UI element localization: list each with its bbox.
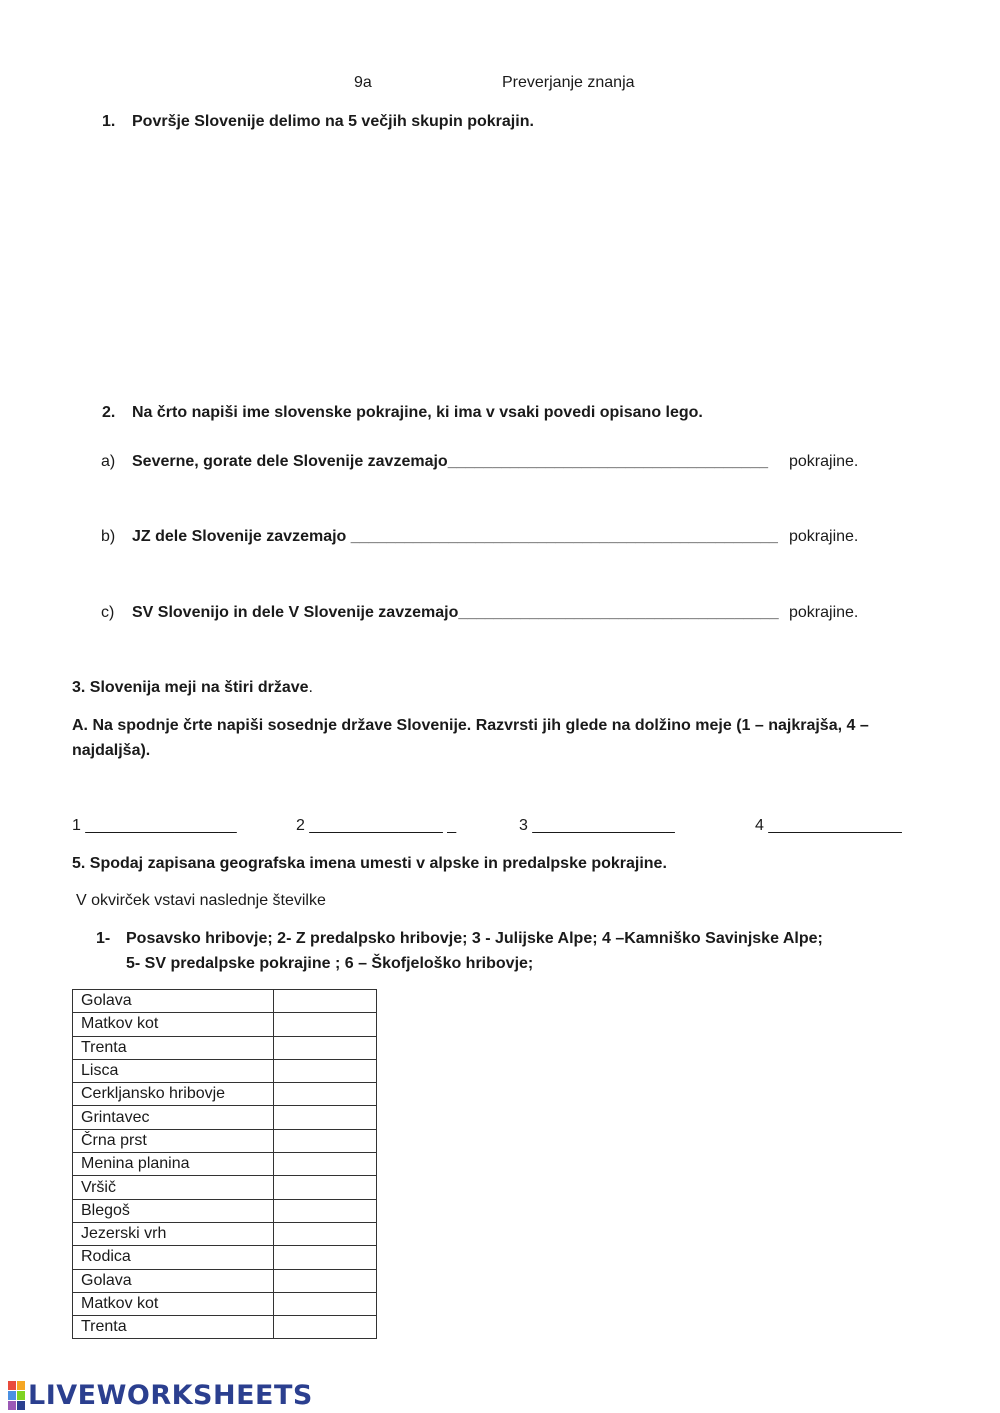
- place-name-cell: Menina planina: [73, 1153, 274, 1176]
- answer-box[interactable]: [274, 990, 377, 1013]
- table-row: [73, 1246, 377, 1269]
- names-table: [72, 989, 377, 1339]
- q2b-answer-line[interactable]: JZ dele Slovenije zavzemajo ________________________________________________: [132, 528, 778, 545]
- q2b-suffix: pokrajine.: [789, 528, 859, 545]
- table-row: [73, 1036, 377, 1059]
- answer-box[interactable]: [274, 1316, 377, 1339]
- q2a-answer-line[interactable]: Severne, gorate dele Slovenije zavzemajo____________________________________: [132, 453, 769, 470]
- country-blank-4[interactable]: 4 _______________: [755, 817, 902, 834]
- table-row: [73, 1199, 377, 1222]
- q3-heading-text: 3. Slovenija meji na štiri države: [72, 679, 309, 696]
- answer-box[interactable]: [274, 1129, 377, 1152]
- place-name-cell: Črna prst: [73, 1129, 274, 1152]
- q2b-letter: b): [101, 528, 116, 545]
- q2c-letter: c): [101, 604, 115, 621]
- place-name-cell: Matkov kot: [73, 1013, 274, 1036]
- q5-legend-line1: Posavsko hribovje; 2- Z predalpsko hribovje; 3 - Julijske Alpe; 4 –Kamniško Savinjske Alpe;: [126, 930, 823, 947]
- q5-legend-line2: 5- SV predalpske pokrajine ; 6 – Škofjeloško hribovje;: [126, 955, 534, 972]
- q2c-suffix: pokrajine.: [789, 604, 859, 621]
- liveworksheets-logo: [8, 1380, 313, 1411]
- answer-box[interactable]: [274, 1106, 377, 1129]
- place-name-cell: Rodica: [73, 1246, 274, 1269]
- q2c-answer-line[interactable]: SV Slovenijo in dele V Slovenije zavzemajo____________________________________: [132, 604, 779, 621]
- q2a-letter: a): [101, 453, 116, 470]
- table-row: [73, 1013, 377, 1036]
- answer-box[interactable]: [274, 1292, 377, 1315]
- table-row: [73, 1153, 377, 1176]
- q1-text: Površje Slovenije delimo na 5 večjih skupin pokrajin.: [132, 113, 534, 130]
- answer-box[interactable]: [274, 1036, 377, 1059]
- answer-box[interactable]: [274, 1246, 377, 1269]
- q3-heading: [72, 679, 313, 697]
- table-row: [73, 1083, 377, 1106]
- answer-box[interactable]: [274, 1176, 377, 1199]
- page-title: Preverjanje znanja: [502, 74, 635, 91]
- q2-number: 2.: [102, 404, 116, 421]
- q3a-text-line2: najdaljša).: [72, 742, 151, 759]
- logo-mark-icon: [8, 1381, 25, 1410]
- table-row: [73, 990, 377, 1013]
- country-blank-3[interactable]: 3 ________________: [519, 817, 675, 834]
- q3a-text-line1: A. Na spodnje črte napiši sosednje države Slovenije. Razvrsti jih glede na dolžino meje (1 – najkrajša, 4 –: [72, 717, 869, 734]
- table-row: [73, 1176, 377, 1199]
- place-name-cell: Golava: [73, 990, 274, 1013]
- q2-text: Na črto napiši ime slovenske pokrajine, ki ima v vsaki povedi opisano lego.: [132, 404, 703, 421]
- place-name-cell: Lisca: [73, 1059, 274, 1082]
- q5-heading: 5. Spodaj zapisana geografska imena umesti v alpske in predalpske pokrajine.: [72, 855, 667, 872]
- place-name-cell: Trenta: [73, 1316, 274, 1339]
- answer-box[interactable]: [274, 1059, 377, 1082]
- table-row: [73, 1059, 377, 1082]
- q1-number: 1.: [102, 113, 116, 130]
- place-name-cell: Cerkljansko hribovje: [73, 1083, 274, 1106]
- class-label: 9a: [354, 74, 372, 91]
- logo-text: LIVEWORKSHEETS: [28, 1380, 313, 1411]
- place-name-cell: Trenta: [73, 1036, 274, 1059]
- table-row: [73, 1316, 377, 1339]
- place-name-cell: Vršič: [73, 1176, 274, 1199]
- place-name-cell: Blegoš: [73, 1199, 274, 1222]
- q5-legend-number: 1-: [96, 930, 111, 947]
- table-row: [73, 1222, 377, 1245]
- q3-heading-period: .: [308, 679, 313, 696]
- country-blank-2[interactable]: 2 _______________ _: [296, 817, 457, 834]
- answer-box[interactable]: [274, 1269, 377, 1292]
- q2a-suffix: pokrajine.: [789, 453, 859, 470]
- answer-box[interactable]: [274, 1013, 377, 1036]
- answer-box[interactable]: [274, 1153, 377, 1176]
- table-row: [73, 1292, 377, 1315]
- table-row: [73, 1106, 377, 1129]
- place-name-cell: Golava: [73, 1269, 274, 1292]
- q5-instruction: V okvirček vstavi naslednje številke: [76, 892, 326, 909]
- place-name-cell: Jezerski vrh: [73, 1222, 274, 1245]
- answer-box[interactable]: [274, 1222, 377, 1245]
- table-row: [73, 1269, 377, 1292]
- answer-box[interactable]: [274, 1083, 377, 1106]
- answer-box[interactable]: [274, 1199, 377, 1222]
- table-row: [73, 1129, 377, 1152]
- country-blank-1[interactable]: 1 _________________: [72, 817, 237, 834]
- place-name-cell: Matkov kot: [73, 1292, 274, 1315]
- place-name-cell: Grintavec: [73, 1106, 274, 1129]
